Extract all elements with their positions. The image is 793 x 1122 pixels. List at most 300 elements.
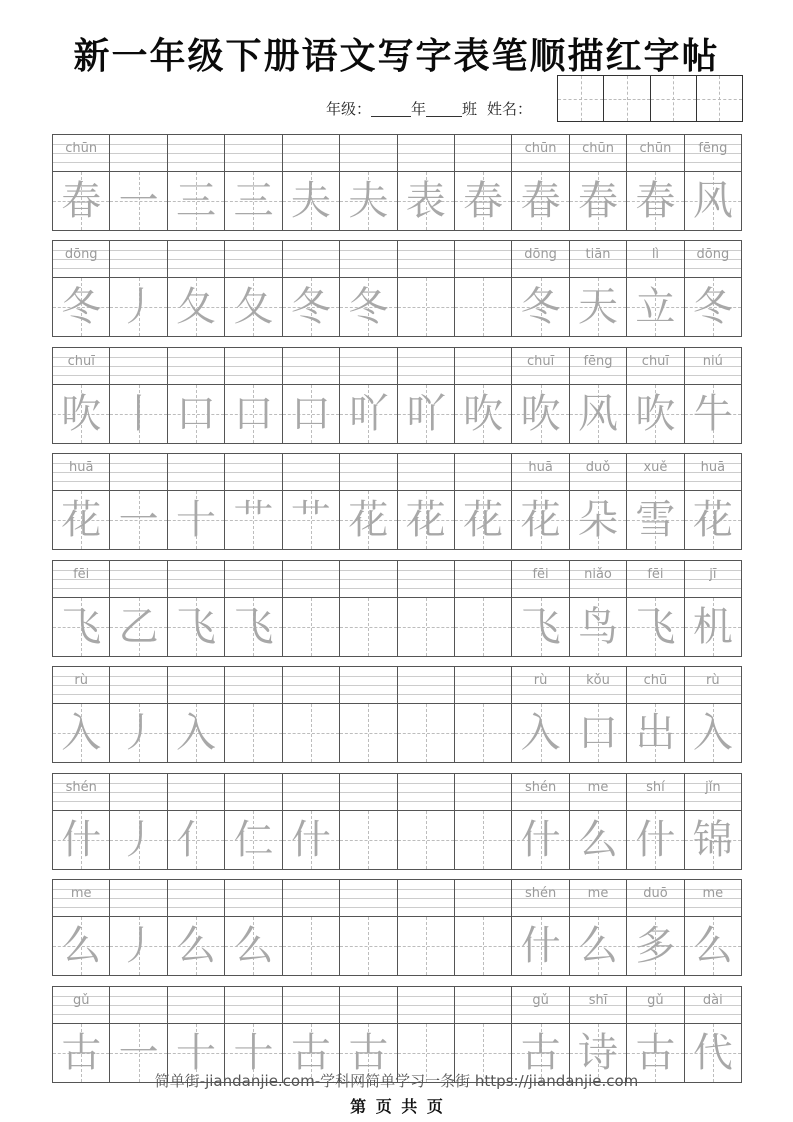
character-cell[interactable] — [627, 917, 684, 975]
character-cell[interactable] — [398, 278, 455, 336]
pinyin-cell[interactable] — [685, 774, 741, 810]
pinyin-row — [52, 240, 742, 278]
trace-character: 春 — [463, 178, 504, 224]
pinyin-text: duǒ — [585, 460, 611, 475]
pinyin-text: chuī — [641, 354, 670, 369]
pinyin-row — [52, 879, 742, 917]
character-cell[interactable] — [53, 172, 110, 230]
character-cell[interactable] — [283, 811, 340, 869]
pinyin-cell[interactable] — [570, 454, 627, 490]
trace-character: 飞 — [635, 604, 676, 650]
character-cell[interactable] — [340, 704, 397, 762]
pinyin-cell[interactable] — [340, 667, 397, 703]
trace-character: 什 — [520, 923, 561, 969]
pinyin-cell[interactable] — [340, 774, 397, 810]
pinyin-cell[interactable] — [110, 987, 167, 1023]
trace-character: 冬 — [692, 284, 733, 330]
character-cell[interactable] — [110, 385, 167, 443]
pinyin-cell[interactable] — [455, 348, 512, 384]
character-cell[interactable] — [225, 811, 282, 869]
character-cell[interactable] — [168, 704, 225, 762]
character-cell[interactable] — [570, 172, 627, 230]
pinyin-cell[interactable] — [455, 987, 512, 1023]
character-cell[interactable] — [225, 172, 282, 230]
pinyin-cell[interactable] — [685, 667, 741, 703]
pinyin-cell[interactable] — [340, 880, 397, 916]
pinyin-text: me — [587, 886, 609, 901]
character-cell[interactable] — [283, 278, 340, 336]
character-cell[interactable] — [570, 811, 627, 869]
pinyin-cell[interactable] — [53, 667, 110, 703]
character-cell[interactable] — [455, 491, 512, 549]
trace-character: 春 — [635, 178, 676, 224]
character-cell[interactable] — [627, 278, 684, 336]
trace-character: 艹 — [233, 497, 274, 543]
pinyin-cell[interactable] — [168, 667, 225, 703]
pinyin-cell[interactable] — [455, 774, 512, 810]
character-cell[interactable] — [455, 278, 512, 336]
grade-blank[interactable] — [371, 100, 411, 117]
pinyin-text: fēi — [73, 567, 90, 582]
trace-character: 古 — [290, 1030, 331, 1076]
character-cell[interactable] — [455, 704, 512, 762]
character-cell[interactable] — [512, 917, 569, 975]
pinyin-cell[interactable] — [398, 348, 455, 384]
trace-character: 冬 — [61, 284, 102, 330]
trace-character: 春 — [520, 178, 561, 224]
pinyin-cell[interactable] — [110, 241, 167, 277]
name-box[interactable] — [697, 76, 742, 121]
character-cell[interactable] — [110, 917, 167, 975]
pinyin-cell[interactable] — [512, 667, 569, 703]
trace-character: 十 — [233, 1030, 274, 1076]
pinyin-cell[interactable] — [168, 774, 225, 810]
pinyin-cell[interactable] — [685, 348, 741, 384]
character-cell[interactable] — [455, 811, 512, 869]
character-cell[interactable] — [283, 385, 340, 443]
pinyin-text: niú — [702, 354, 723, 369]
pinyin-cell[interactable] — [110, 774, 167, 810]
pinyin-cell[interactable] — [283, 774, 340, 810]
pinyin-cell[interactable] — [512, 774, 569, 810]
pinyin-cell[interactable] — [570, 561, 627, 597]
trace-character: 诗 — [578, 1030, 618, 1076]
pinyin-cell[interactable] — [570, 774, 627, 810]
character-cell[interactable] — [570, 491, 627, 549]
character-cell[interactable] — [570, 278, 627, 336]
character-cell[interactable] — [225, 278, 282, 336]
pinyin-cell[interactable] — [110, 880, 167, 916]
pinyin-cell[interactable] — [225, 987, 282, 1023]
character-cell[interactable] — [398, 811, 455, 869]
trace-character: 口 — [290, 391, 331, 437]
pinyin-cell[interactable] — [225, 348, 282, 384]
character-cell[interactable] — [283, 917, 340, 975]
pinyin-text: fēi — [647, 567, 664, 582]
pinyin-cell[interactable] — [512, 135, 569, 171]
pinyin-cell[interactable] — [398, 987, 455, 1023]
pinyin-cell[interactable] — [570, 880, 627, 916]
name-boxes[interactable] — [557, 75, 743, 122]
character-cell[interactable] — [512, 385, 569, 443]
pinyin-cell[interactable] — [455, 880, 512, 916]
trace-character: 入 — [692, 710, 733, 756]
pinyin-cell[interactable] — [168, 135, 225, 171]
trace-character: 吖 — [348, 391, 389, 437]
pinyin-cell[interactable] — [570, 241, 627, 277]
character-cell[interactable] — [570, 385, 627, 443]
pinyin-cell[interactable] — [512, 241, 569, 277]
practice-row — [52, 560, 742, 657]
character-cell[interactable] — [110, 704, 167, 762]
pinyin-text: gǔ — [532, 993, 549, 1008]
character-cell[interactable] — [168, 172, 225, 230]
pinyin-text: shí — [646, 780, 665, 795]
trace-character: 锦 — [692, 817, 733, 863]
character-cell[interactable] — [53, 598, 110, 656]
character-cell[interactable] — [53, 385, 110, 443]
character-cell[interactable] — [398, 598, 455, 656]
trace-character: 丿 — [118, 710, 159, 756]
pinyin-cell[interactable] — [283, 880, 340, 916]
character-cell[interactable] — [455, 598, 512, 656]
pinyin-cell[interactable] — [685, 454, 741, 490]
character-cell[interactable] — [110, 278, 167, 336]
pinyin-cell[interactable] — [225, 774, 282, 810]
pinyin-text: jī — [709, 567, 717, 582]
trace-character: 什 — [61, 817, 102, 863]
pinyin-cell[interactable] — [627, 348, 684, 384]
trace-character: 艹 — [290, 497, 331, 543]
pinyin-text: chūn — [582, 141, 614, 156]
pinyin-cell[interactable] — [398, 241, 455, 277]
character-cell[interactable] — [685, 385, 741, 443]
character-cell[interactable] — [627, 704, 684, 762]
pinyin-cell[interactable] — [455, 241, 512, 277]
class-label: 班 — [462, 100, 478, 118]
trace-character: 古 — [348, 1030, 389, 1076]
pinyin-cell[interactable] — [455, 561, 512, 597]
pinyin-cell[interactable] — [225, 667, 282, 703]
pinyin-text: me — [587, 780, 609, 795]
character-cell[interactable] — [398, 385, 455, 443]
character-cell[interactable] — [168, 491, 225, 549]
pinyin-cell[interactable] — [398, 135, 455, 171]
pinyin-cell[interactable] — [685, 561, 741, 597]
character-cell[interactable] — [627, 172, 684, 230]
character-cell[interactable] — [627, 491, 684, 549]
character-cell[interactable] — [225, 704, 282, 762]
trace-character: 么 — [578, 923, 618, 969]
pinyin-cell[interactable] — [512, 880, 569, 916]
character-cell[interactable] — [283, 172, 340, 230]
pinyin-text: fēng — [698, 141, 728, 156]
pinyin-cell[interactable] — [685, 135, 741, 171]
character-cell[interactable] — [110, 172, 167, 230]
trace-character: 吹 — [635, 391, 676, 437]
practice-row — [52, 773, 742, 870]
character-cell[interactable] — [53, 917, 110, 975]
name-box[interactable] — [604, 76, 650, 121]
character-cell[interactable] — [225, 917, 282, 975]
trace-character: 出 — [635, 710, 676, 756]
trace-character: 什 — [520, 817, 561, 863]
name-box[interactable] — [651, 76, 697, 121]
pinyin-text: me — [702, 886, 724, 901]
trace-character: 吖 — [405, 391, 446, 437]
trace-character: 花 — [405, 497, 446, 543]
pinyin-cell[interactable] — [283, 348, 340, 384]
pinyin-cell[interactable] — [283, 987, 340, 1023]
character-cell[interactable] — [512, 491, 569, 549]
pinyin-cell[interactable] — [225, 880, 282, 916]
pinyin-cell[interactable] — [455, 135, 512, 171]
pinyin-text: xuě — [643, 460, 668, 475]
pinyin-cell[interactable] — [455, 454, 512, 490]
character-cell[interactable] — [283, 598, 340, 656]
pinyin-cell[interactable] — [570, 135, 627, 171]
trace-character: 表 — [405, 178, 446, 224]
pinyin-cell[interactable] — [340, 135, 397, 171]
character-cell[interactable] — [53, 704, 110, 762]
character-cell[interactable] — [168, 811, 225, 869]
pinyin-cell[interactable] — [512, 348, 569, 384]
pinyin-cell[interactable] — [340, 454, 397, 490]
pinyin-cell[interactable] — [627, 880, 684, 916]
practice-row — [52, 879, 742, 976]
pinyin-cell[interactable] — [627, 987, 684, 1023]
pinyin-cell[interactable] — [225, 561, 282, 597]
pinyin-cell[interactable] — [53, 348, 110, 384]
trace-character: 么 — [692, 923, 733, 969]
pinyin-cell[interactable] — [168, 880, 225, 916]
trace-character: 风 — [692, 178, 733, 224]
character-cell[interactable] — [340, 598, 397, 656]
trace-character: 古 — [520, 1030, 561, 1076]
pinyin-cell[interactable] — [168, 987, 225, 1023]
character-cell[interactable] — [455, 917, 512, 975]
pinyin-cell[interactable] — [53, 774, 110, 810]
character-cell[interactable] — [685, 278, 741, 336]
character-cell[interactable] — [110, 491, 167, 549]
pinyin-cell[interactable] — [685, 987, 741, 1023]
pinyin-cell[interactable] — [627, 241, 684, 277]
trace-character: 丿 — [118, 923, 159, 969]
character-cell[interactable] — [110, 598, 167, 656]
pinyin-text: rù — [74, 673, 88, 688]
class-blank[interactable] — [426, 100, 462, 117]
character-row — [52, 385, 742, 444]
pinyin-cell[interactable] — [283, 135, 340, 171]
pinyin-cell[interactable] — [398, 880, 455, 916]
trace-character: 三 — [233, 178, 274, 224]
pinyin-cell[interactable] — [225, 241, 282, 277]
character-cell[interactable] — [570, 917, 627, 975]
character-cell[interactable] — [168, 278, 225, 336]
character-cell[interactable] — [512, 278, 569, 336]
pinyin-cell[interactable] — [398, 774, 455, 810]
trace-character: 花 — [692, 497, 733, 543]
character-cell[interactable] — [570, 598, 627, 656]
trace-character: 口 — [233, 391, 274, 437]
pinyin-cell[interactable] — [110, 135, 167, 171]
character-cell[interactable] — [512, 811, 569, 869]
pinyin-cell[interactable] — [168, 454, 225, 490]
character-cell[interactable] — [455, 172, 512, 230]
trace-character: 花 — [348, 497, 389, 543]
character-cell[interactable] — [225, 491, 282, 549]
pinyin-text: tiān — [585, 247, 611, 262]
trace-character: 亻 — [176, 817, 217, 863]
pinyin-cell[interactable] — [53, 880, 110, 916]
pinyin-cell[interactable] — [512, 561, 569, 597]
character-cell[interactable] — [340, 917, 397, 975]
character-cell[interactable] — [398, 491, 455, 549]
character-cell[interactable] — [627, 811, 684, 869]
pinyin-text: shī — [588, 993, 608, 1008]
pinyin-cell[interactable] — [283, 241, 340, 277]
trace-character: 什 — [290, 817, 331, 863]
pinyin-cell[interactable] — [283, 454, 340, 490]
trace-character: 么 — [61, 923, 102, 969]
trace-character: 吹 — [61, 391, 102, 437]
pinyin-cell[interactable] — [340, 987, 397, 1023]
pinyin-text: chūn — [65, 141, 98, 156]
pinyin-cell[interactable] — [570, 667, 627, 703]
pinyin-cell[interactable] — [512, 987, 569, 1023]
character-cell[interactable] — [340, 172, 397, 230]
trace-character: 夂 — [176, 284, 217, 330]
pinyin-cell[interactable] — [340, 241, 397, 277]
pinyin-cell[interactable] — [340, 348, 397, 384]
pinyin-text: kǒu — [586, 673, 610, 688]
pinyin-cell[interactable] — [110, 561, 167, 597]
character-cell[interactable] — [168, 917, 225, 975]
trace-character: 么 — [233, 923, 274, 969]
pinyin-cell[interactable] — [627, 135, 684, 171]
pinyin-cell[interactable] — [53, 987, 110, 1023]
character-cell[interactable] — [340, 811, 397, 869]
practice-row — [52, 666, 742, 763]
character-cell[interactable] — [398, 917, 455, 975]
trace-character: 口 — [176, 391, 217, 437]
character-cell[interactable] — [53, 491, 110, 549]
pinyin-cell[interactable] — [53, 135, 110, 171]
pinyin-cell[interactable] — [283, 561, 340, 597]
character-cell[interactable] — [225, 598, 282, 656]
character-cell[interactable] — [340, 491, 397, 549]
practice-row — [52, 347, 742, 444]
trace-character: 一 — [118, 1030, 159, 1076]
character-cell[interactable] — [53, 811, 110, 869]
character-cell[interactable] — [168, 598, 225, 656]
pinyin-cell[interactable] — [283, 667, 340, 703]
pinyin-cell[interactable] — [168, 561, 225, 597]
pinyin-cell[interactable] — [110, 348, 167, 384]
character-cell[interactable] — [685, 598, 741, 656]
trace-character: 口 — [578, 710, 618, 756]
trace-character: 机 — [692, 604, 733, 650]
character-cell[interactable] — [398, 704, 455, 762]
pinyin-cell[interactable] — [455, 667, 512, 703]
pinyin-text: gǔ — [647, 993, 664, 1008]
pinyin-cell[interactable] — [685, 880, 741, 916]
pinyin-cell[interactable] — [627, 561, 684, 597]
pinyin-row — [52, 134, 742, 172]
trace-character: 古 — [635, 1030, 676, 1076]
character-cell[interactable] — [627, 598, 684, 656]
pinyin-cell[interactable] — [53, 561, 110, 597]
pinyin-cell[interactable] — [168, 348, 225, 384]
character-cell[interactable] — [685, 811, 741, 869]
pinyin-cell[interactable] — [225, 135, 282, 171]
character-cell[interactable] — [168, 385, 225, 443]
pinyin-text: dài — [702, 993, 723, 1008]
name-box[interactable] — [558, 76, 604, 121]
pinyin-cell[interactable] — [685, 241, 741, 277]
pinyin-cell[interactable] — [340, 561, 397, 597]
character-cell[interactable] — [685, 917, 741, 975]
student-info — [326, 98, 532, 119]
pinyin-cell[interactable] — [512, 454, 569, 490]
character-row — [52, 917, 742, 976]
trace-character: 多 — [635, 923, 676, 969]
pinyin-cell[interactable] — [110, 454, 167, 490]
trace-character: 三 — [176, 178, 217, 224]
pinyin-cell[interactable] — [627, 667, 684, 703]
pinyin-text: huā — [700, 460, 726, 475]
character-cell[interactable] — [283, 491, 340, 549]
character-cell[interactable] — [512, 598, 569, 656]
character-cell[interactable] — [570, 704, 627, 762]
pinyin-cell[interactable] — [53, 454, 110, 490]
pinyin-cell[interactable] — [168, 241, 225, 277]
character-cell[interactable] — [627, 385, 684, 443]
pinyin-cell[interactable] — [225, 454, 282, 490]
pinyin-cell[interactable] — [570, 987, 627, 1023]
pinyin-cell[interactable] — [627, 454, 684, 490]
trace-character: 花 — [61, 497, 102, 543]
pinyin-cell[interactable] — [398, 561, 455, 597]
trace-character: 鸟 — [578, 604, 618, 650]
character-cell[interactable] — [340, 385, 397, 443]
character-cell[interactable] — [512, 704, 569, 762]
character-cell[interactable] — [225, 385, 282, 443]
pinyin-cell[interactable] — [398, 454, 455, 490]
character-cell[interactable] — [283, 704, 340, 762]
trace-character: 冬 — [290, 284, 331, 330]
trace-character: 入 — [520, 710, 561, 756]
character-cell[interactable] — [340, 278, 397, 336]
grade-label: 年级： — [326, 100, 372, 118]
pinyin-cell[interactable] — [53, 241, 110, 277]
trace-character: 乙 — [118, 604, 159, 650]
pinyin-row — [52, 347, 742, 385]
character-cell[interactable] — [53, 278, 110, 336]
pinyin-cell[interactable] — [110, 667, 167, 703]
character-cell[interactable] — [110, 811, 167, 869]
character-cell[interactable] — [398, 172, 455, 230]
character-cell[interactable] — [685, 704, 741, 762]
character-cell[interactable] — [685, 491, 741, 549]
pinyin-cell[interactable] — [398, 667, 455, 703]
pinyin-cell[interactable] — [627, 774, 684, 810]
character-cell[interactable] — [512, 172, 569, 230]
character-cell[interactable] — [685, 172, 741, 230]
character-cell[interactable] — [455, 385, 512, 443]
trace-character: 丿 — [118, 817, 159, 863]
pinyin-cell[interactable] — [570, 348, 627, 384]
